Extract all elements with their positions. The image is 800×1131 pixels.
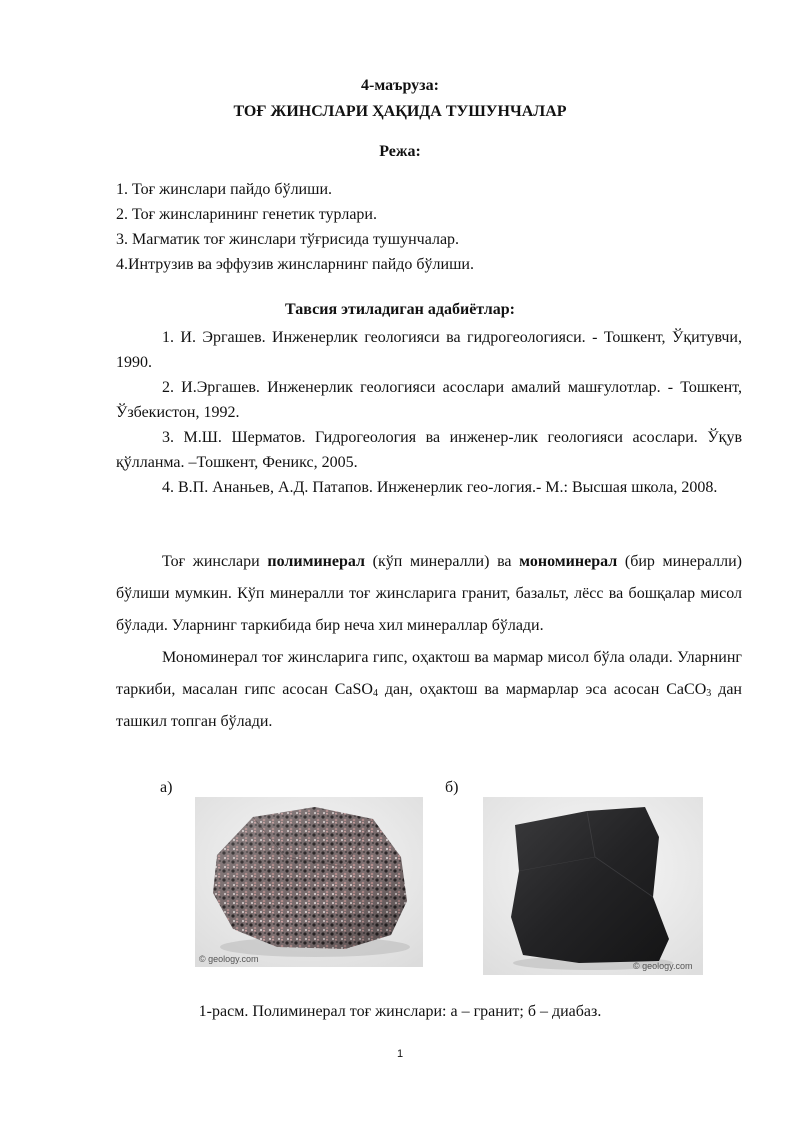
body-text — [116, 546, 742, 738]
text-run: Мономинерал тоғ жинсларига гипс, оҳактош ва мармар мисол бўла олади. Уларнинг таркиби, масалан гипс асосан CaSO — [116, 649, 742, 698]
literature-item: 2. И.Эргашев. Инженерлик геологияси асослари амалий машғулотлар. - Тошкент, Ўзбекистон, 1992. — [116, 379, 742, 421]
granite-photo — [195, 797, 423, 967]
literature-list — [116, 325, 742, 500]
paragraph — [116, 546, 742, 642]
page-number: 1 — [396, 1048, 404, 1060]
plan-list — [116, 177, 474, 277]
text-run: Тоғ жинслари — [162, 553, 268, 570]
page-title: ТОҒ ЖИНСЛАРИ ҲАҚИДА ТУШУНЧАЛАР — [233, 103, 567, 120]
subscript: 3 — [706, 688, 712, 699]
plan-heading: Режа: — [379, 143, 421, 160]
subscript: 4 — [372, 688, 378, 699]
term-monomineral: мономинерал — [519, 553, 618, 570]
plan-item: 1. Тоғ жинслари пайдо бўлиши. — [116, 181, 332, 198]
watermark-a: © geology.com — [199, 954, 259, 964]
text-run: дан, оҳактош ва мармарлар эса асосан CaCO — [377, 681, 707, 698]
literature-item: 4. В.П. Ананьев, А.Д. Патапов. Инженерлик гео-логия.- М.: Высшая школа, 2008. — [162, 479, 718, 496]
figure-caption: 1-расм. Полиминерал тоғ жинслари: а – гранит; б – диабаз. — [198, 1003, 602, 1020]
text-run: (кўп минералли) ва — [365, 553, 520, 570]
text-run: дан ташкил топган бўлади. — [116, 681, 742, 730]
text-run: (бир минералли) бўлиши мумкин. Кўп минералли тоғ жинсларига гранит, базальт, лёсс ва бошқалар мисол бўлади. Уларнинг таркибида бир неча хил минераллар бўлади. — [116, 553, 743, 634]
diabase-photo — [483, 797, 703, 975]
literature-item: 1. И. Эргашев. Инженерлик геологияси ва гидрогеологияси. - Тошкент, Ўқитувчи, 1990. — [116, 329, 742, 371]
figure-label-b: б) — [445, 779, 459, 796]
figure-label-a: а) — [160, 779, 173, 796]
literature-item: 3. М.Ш. Шерматов. Гидрогеология ва инженер-лик геологияси асослари. Ўқув қўлланма. –Тошкент, Феникс, 2005. — [116, 429, 742, 471]
lecture-number: 4-маъруза: — [361, 77, 439, 94]
plan-item: 2. Тоғ жинсларининг генетик турлари. — [116, 206, 377, 223]
watermark-b: © geology.com — [633, 961, 693, 971]
literature-heading: Тавсия этиладиган адабиётлар: — [285, 301, 515, 318]
term-polymineral: полиминерал — [267, 553, 366, 570]
paragraph — [116, 642, 742, 738]
plan-item: 4.Интрузив ва эффузив жинсларнинг пайдо бўлиши. — [116, 256, 474, 273]
plan-item: 3. Магматик тоғ жинслари тўғрисида тушунчалар. — [116, 231, 460, 248]
